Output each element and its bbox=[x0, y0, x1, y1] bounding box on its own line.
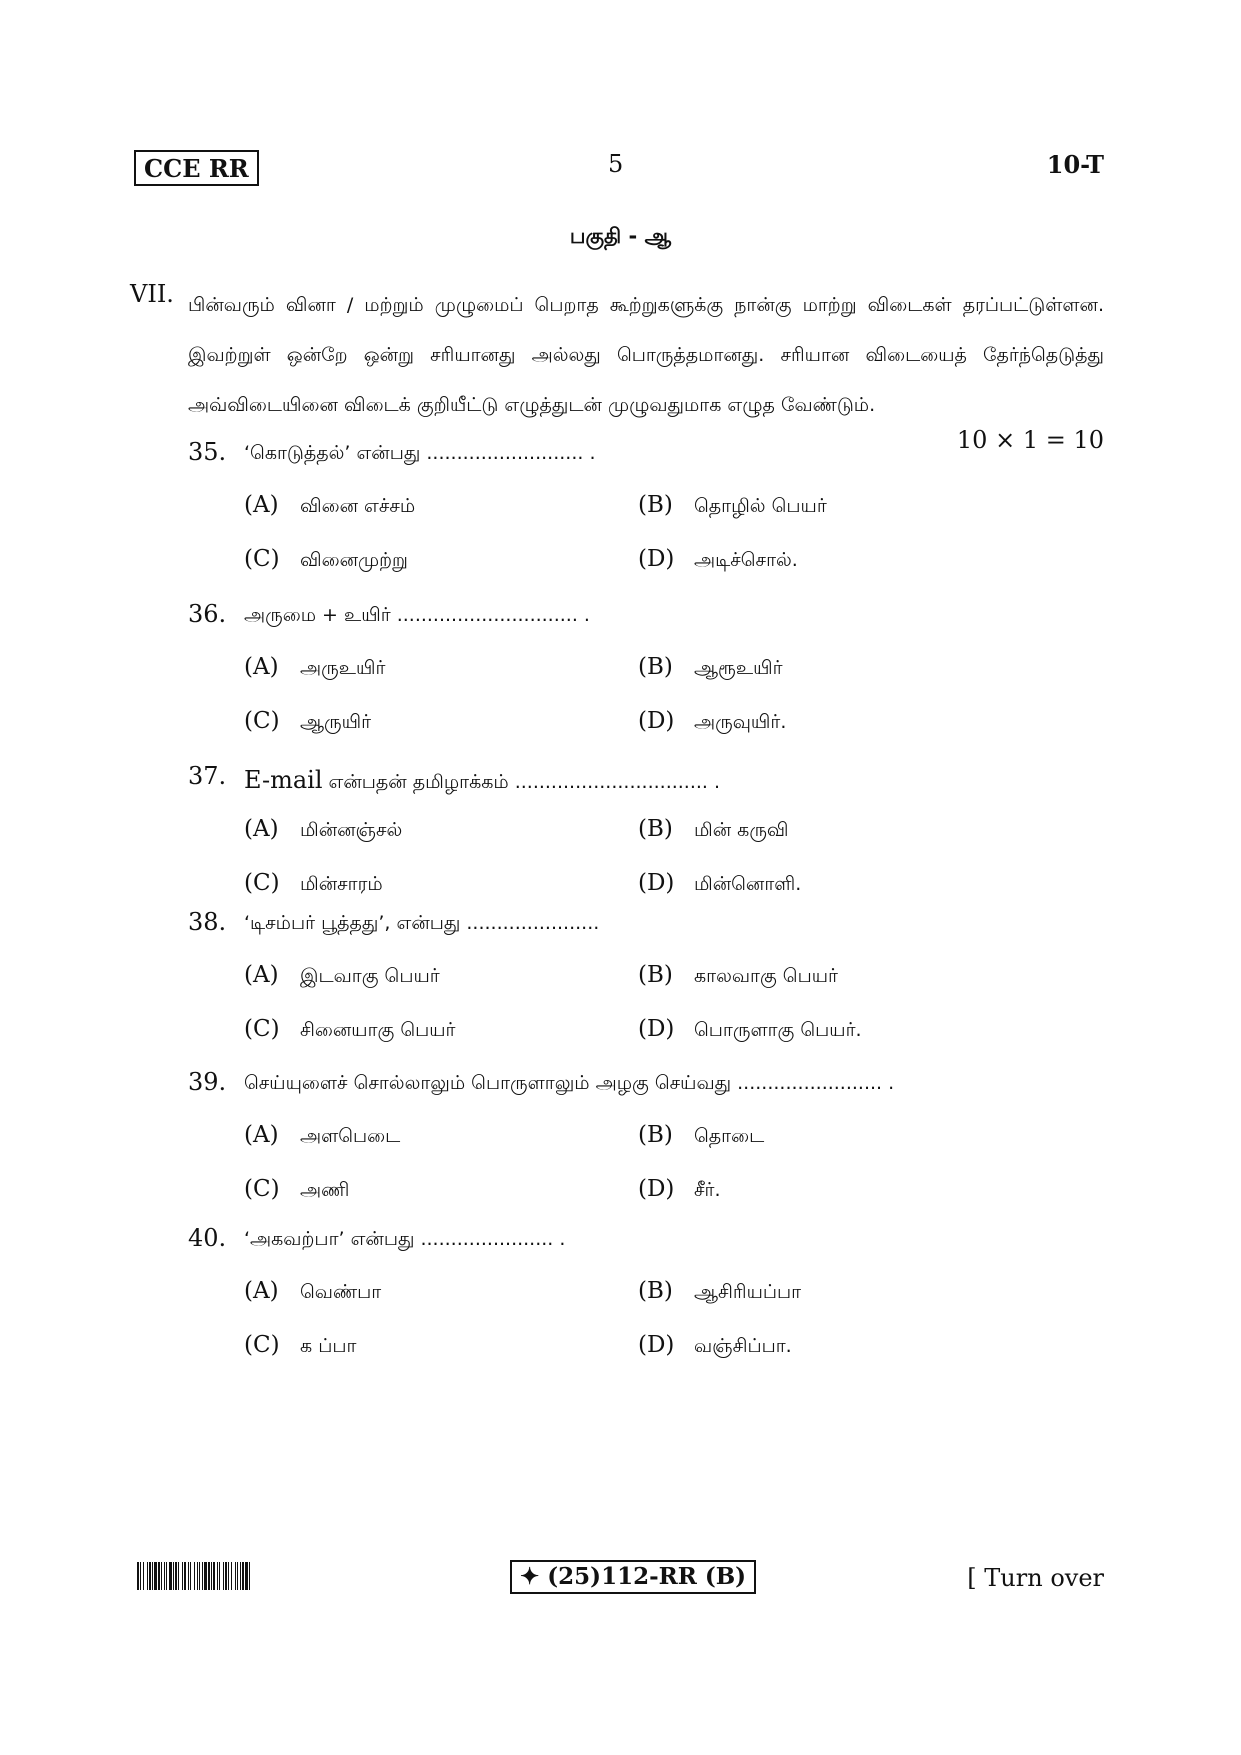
barcode-bar bbox=[161, 1562, 162, 1590]
question-number: 37. bbox=[188, 762, 227, 790]
option-text: ஆரூஉயிர் bbox=[694, 657, 783, 679]
star-icon: ✦ bbox=[520, 1563, 540, 1590]
question-body: ‘கொடுத்தல்’ என்பது .......................... . bbox=[244, 442, 596, 464]
barcode-bar bbox=[182, 1562, 183, 1590]
option-text: இடவாகு பெயர் bbox=[300, 965, 440, 987]
question-body: ‘அகவற்பா’ என்பது ...................... . bbox=[244, 1228, 566, 1250]
option-text: அடிச்சொல். bbox=[694, 549, 798, 571]
barcode-bar bbox=[249, 1562, 250, 1590]
option-letter: (D) bbox=[638, 546, 675, 572]
barcode-bar bbox=[137, 1562, 139, 1590]
barcode-bar bbox=[228, 1562, 229, 1590]
question-body: என்பதன் தமிழாக்கம் ................................ . bbox=[322, 771, 721, 793]
option-letter: (D) bbox=[638, 1332, 675, 1358]
option-letter: (C) bbox=[244, 546, 280, 572]
turn-over-note: [ Turn over bbox=[967, 1564, 1104, 1592]
option-letter: (C) bbox=[244, 1332, 280, 1358]
question-number: 40. bbox=[188, 1224, 227, 1252]
option-text: காலவாகு பெயர் bbox=[694, 965, 838, 987]
barcode-bar bbox=[211, 1562, 212, 1590]
option-text: மின் கருவி bbox=[694, 819, 789, 841]
option-text: வஞ்சிப்பா. bbox=[694, 1335, 792, 1357]
barcode-bar bbox=[219, 1562, 220, 1590]
option-letter: (C) bbox=[244, 1176, 280, 1202]
barcode-bar bbox=[235, 1562, 236, 1590]
question-text bbox=[244, 766, 720, 796]
option-letter: (C) bbox=[244, 708, 280, 734]
option-letter: (A) bbox=[244, 816, 279, 842]
barcode-bar bbox=[225, 1562, 227, 1590]
barcode-bar bbox=[190, 1562, 191, 1590]
option-letter: (D) bbox=[638, 1016, 675, 1042]
option-text: சீர். bbox=[694, 1179, 721, 1201]
question-text bbox=[244, 604, 590, 629]
option-letter: (B) bbox=[638, 816, 673, 842]
option-text: அளபெடை bbox=[300, 1125, 401, 1147]
question-text bbox=[244, 1228, 565, 1253]
barcode-bar bbox=[166, 1562, 167, 1590]
option-text: க ப்பா bbox=[300, 1335, 357, 1357]
option-text: வினைமுற்று bbox=[300, 549, 408, 571]
barcode-bar bbox=[164, 1562, 165, 1590]
option-letter: (A) bbox=[244, 962, 279, 988]
paper-series-code: CCE RR bbox=[134, 150, 259, 186]
barcode-bar bbox=[208, 1562, 210, 1590]
option-letter: (B) bbox=[638, 962, 673, 988]
question-english-term: E-mail bbox=[244, 766, 323, 794]
question-text bbox=[244, 1072, 894, 1097]
option-text: அருஉயிர் bbox=[300, 657, 386, 679]
option-text: தொழில் பெயர் bbox=[694, 495, 827, 517]
barcode-bar bbox=[143, 1562, 144, 1590]
barcode-bar bbox=[217, 1562, 218, 1590]
section-title: பகுதி - ஆ bbox=[569, 224, 672, 248]
option-text: ஆசிரியப்பா bbox=[694, 1281, 802, 1303]
barcode-bar bbox=[199, 1562, 200, 1590]
option-text: ஆருயிர் bbox=[300, 711, 372, 733]
option-letter: (A) bbox=[244, 1122, 279, 1148]
option-text: மின்னொளி. bbox=[694, 873, 802, 895]
barcode-bar bbox=[158, 1562, 160, 1590]
option-letter: (B) bbox=[638, 1278, 673, 1304]
option-text: சினையாகு பெயர் bbox=[300, 1019, 456, 1041]
barcode-icon bbox=[137, 1562, 349, 1590]
option-text: மின்சாரம் bbox=[300, 873, 383, 895]
option-letter: (B) bbox=[638, 654, 673, 680]
option-letter: (B) bbox=[638, 492, 673, 518]
option-text: வெண்பா bbox=[300, 1281, 382, 1303]
question-body: ‘டிசம்பர் பூத்தது’, என்பது ...................... bbox=[244, 912, 600, 934]
option-text: வினை எச்சம் bbox=[300, 495, 416, 517]
footer-paper-code bbox=[510, 1560, 756, 1594]
instruction-number: VII. bbox=[130, 280, 174, 308]
barcode-bar bbox=[154, 1562, 157, 1590]
barcode-bar bbox=[240, 1562, 241, 1590]
barcode-bar bbox=[175, 1562, 177, 1590]
question-number: 36. bbox=[188, 600, 227, 628]
option-text: அருவுயிர். bbox=[694, 711, 787, 733]
question-text bbox=[244, 912, 599, 937]
option-letter: (D) bbox=[638, 708, 675, 734]
option-letter: (C) bbox=[244, 870, 280, 896]
barcode-bar bbox=[149, 1562, 151, 1590]
option-letter: (B) bbox=[638, 1122, 673, 1148]
barcode-bar bbox=[202, 1562, 203, 1590]
option-text: தொடை bbox=[694, 1125, 765, 1147]
barcode-bar bbox=[245, 1562, 248, 1590]
barcode-bar bbox=[147, 1562, 148, 1590]
barcode-bar bbox=[231, 1562, 232, 1590]
option-letter: (A) bbox=[244, 654, 279, 680]
barcode-bar bbox=[184, 1562, 186, 1590]
option-text: அணி bbox=[300, 1179, 350, 1201]
marks-allocation: 10 × 1 = 10 bbox=[956, 426, 1104, 454]
question-text bbox=[244, 442, 595, 467]
option-text: பொருளாகு பெயர். bbox=[694, 1019, 862, 1041]
paper-code: 10-T bbox=[1046, 150, 1104, 179]
option-letter: (A) bbox=[244, 492, 279, 518]
barcode-bar bbox=[152, 1562, 153, 1590]
barcode-bar bbox=[178, 1562, 179, 1590]
barcode-bar bbox=[188, 1562, 189, 1590]
question-body: செய்யுளைச் சொல்லாலும் பொருளாலும் அழகு செய்வது ........................ . bbox=[244, 1072, 895, 1094]
barcode-bar bbox=[173, 1562, 174, 1590]
option-letter: (D) bbox=[638, 1176, 675, 1202]
barcode-bar bbox=[237, 1562, 238, 1590]
question-number: 39. bbox=[188, 1068, 227, 1096]
footer-code-text: (25)112-RR (B) bbox=[547, 1563, 747, 1590]
barcode-bar bbox=[140, 1562, 141, 1590]
option-letter: (A) bbox=[244, 1278, 279, 1304]
page-number: 5 bbox=[608, 150, 624, 178]
question-number: 38. bbox=[188, 908, 227, 936]
question-number: 35. bbox=[188, 438, 227, 466]
barcode-bar bbox=[204, 1562, 207, 1590]
instruction-text: பின்வரும் வினா / மற்றும் முழுமைப் பெறாத கூற்றுகளுக்கு நான்கு மாற்று விடைகள் தரப்பட்டுள்ளன. இவற்றுள் ஒன்றே ஒன்று சரியானது அல்லது பொருத்தமானது. சரியான விடையைத் தேர்ந்தெடுத்து அவ்விடையினை விடைக் குறியீட்டு எழுத்துடன் முழுவதுமாக எழுத வேண்டும். bbox=[188, 294, 1104, 416]
barcode-bar bbox=[242, 1562, 244, 1590]
option-text: மின்னஞ்சல் bbox=[300, 819, 403, 841]
barcode-bar bbox=[169, 1562, 172, 1590]
option-letter: (C) bbox=[244, 1016, 280, 1042]
barcode-bar bbox=[194, 1562, 195, 1590]
option-letter: (D) bbox=[638, 870, 675, 896]
question-body: அருமை + உயிர் .............................. . bbox=[244, 604, 590, 626]
barcode-bar bbox=[213, 1562, 215, 1590]
barcode-bar bbox=[197, 1562, 198, 1590]
barcode-bar bbox=[223, 1562, 224, 1590]
